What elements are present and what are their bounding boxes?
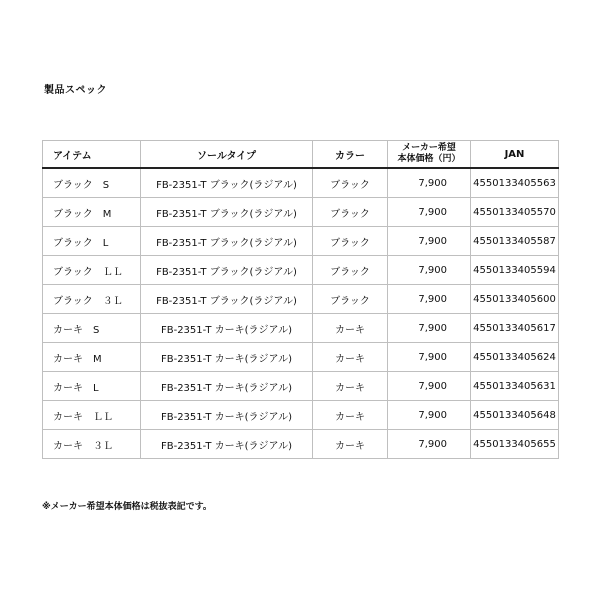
cell-item: ブラック L bbox=[43, 227, 141, 256]
cell-jan: 4550133405631 bbox=[471, 372, 559, 401]
cell-sole-type: FB-2351-T ブラック(ラジアル) bbox=[141, 198, 313, 227]
cell-item: ブラック ＬＬ bbox=[43, 256, 141, 285]
cell-jan: 4550133405600 bbox=[471, 285, 559, 314]
header-price-line2: 本体価格（円） bbox=[397, 154, 461, 164]
cell-jan: 4550133405570 bbox=[471, 198, 559, 227]
cell-item: ブラック M bbox=[43, 198, 141, 227]
cell-jan: 4550133405587 bbox=[471, 227, 559, 256]
cell-sole-type: FB-2351-T ブラック(ラジアル) bbox=[141, 256, 313, 285]
table-row bbox=[43, 285, 559, 314]
cell-item: ブラック S bbox=[43, 168, 141, 198]
cell-sole-type: FB-2351-T カーキ(ラジアル) bbox=[141, 372, 313, 401]
cell-price: 7,900 bbox=[388, 372, 471, 401]
cell-price: 7,900 bbox=[388, 430, 471, 459]
cell-jan: 4550133405563 bbox=[471, 168, 559, 198]
table-header-row bbox=[43, 141, 559, 169]
cell-price: 7,900 bbox=[388, 198, 471, 227]
cell-price: 7,900 bbox=[388, 168, 471, 198]
cell-sole-type: FB-2351-T カーキ(ラジアル) bbox=[141, 430, 313, 459]
cell-price: 7,900 bbox=[388, 401, 471, 430]
cell-sole-type: FB-2351-T カーキ(ラジアル) bbox=[141, 343, 313, 372]
page-title: 製品スペック bbox=[44, 85, 107, 96]
header-color: カラー bbox=[313, 141, 388, 169]
cell-color: ブラック bbox=[313, 227, 388, 256]
cell-jan: 4550133405624 bbox=[471, 343, 559, 372]
cell-item: カーキ S bbox=[43, 314, 141, 343]
table-row bbox=[43, 198, 559, 227]
cell-color: ブラック bbox=[313, 256, 388, 285]
cell-price: 7,900 bbox=[388, 314, 471, 343]
cell-item: カーキ L bbox=[43, 372, 141, 401]
cell-color: ブラック bbox=[313, 168, 388, 198]
cell-price: 7,900 bbox=[388, 227, 471, 256]
cell-jan: 4550133405648 bbox=[471, 401, 559, 430]
table-row bbox=[43, 343, 559, 372]
header-jan: JAN bbox=[471, 141, 559, 169]
cell-sole-type: FB-2351-T ブラック(ラジアル) bbox=[141, 227, 313, 256]
header-price-line1: メーカー希望 bbox=[402, 143, 456, 153]
table-row bbox=[43, 314, 559, 343]
cell-item: ブラック ３Ｌ bbox=[43, 285, 141, 314]
cell-sole-type: FB-2351-T カーキ(ラジアル) bbox=[141, 314, 313, 343]
table-row bbox=[43, 430, 559, 459]
tax-note: ※メーカー希望本体価格は税抜表記です。 bbox=[42, 502, 212, 512]
cell-color: カーキ bbox=[313, 372, 388, 401]
cell-sole-type: FB-2351-T ブラック(ラジアル) bbox=[141, 168, 313, 198]
cell-color: カーキ bbox=[313, 314, 388, 343]
cell-color: カーキ bbox=[313, 343, 388, 372]
cell-sole-type: FB-2351-T カーキ(ラジアル) bbox=[141, 401, 313, 430]
cell-item: カーキ M bbox=[43, 343, 141, 372]
cell-price: 7,900 bbox=[388, 256, 471, 285]
cell-price: 7,900 bbox=[388, 343, 471, 372]
cell-color: カーキ bbox=[313, 401, 388, 430]
cell-color: ブラック bbox=[313, 198, 388, 227]
header-item: アイテム bbox=[43, 141, 141, 169]
cell-jan: 4550133405594 bbox=[471, 256, 559, 285]
cell-item: カーキ ＬＬ bbox=[43, 401, 141, 430]
cell-jan: 4550133405655 bbox=[471, 430, 559, 459]
table-row bbox=[43, 401, 559, 430]
cell-item: カーキ ３Ｌ bbox=[43, 430, 141, 459]
table-row bbox=[43, 227, 559, 256]
spec-table bbox=[42, 140, 559, 459]
cell-price: 7,900 bbox=[388, 285, 471, 314]
cell-color: カーキ bbox=[313, 430, 388, 459]
header-price bbox=[388, 141, 471, 169]
cell-jan: 4550133405617 bbox=[471, 314, 559, 343]
cell-color: ブラック bbox=[313, 285, 388, 314]
cell-sole-type: FB-2351-T ブラック(ラジアル) bbox=[141, 285, 313, 314]
header-sole-type: ソールタイプ bbox=[141, 141, 313, 169]
table-row bbox=[43, 256, 559, 285]
table-row bbox=[43, 168, 559, 198]
table-row bbox=[43, 372, 559, 401]
